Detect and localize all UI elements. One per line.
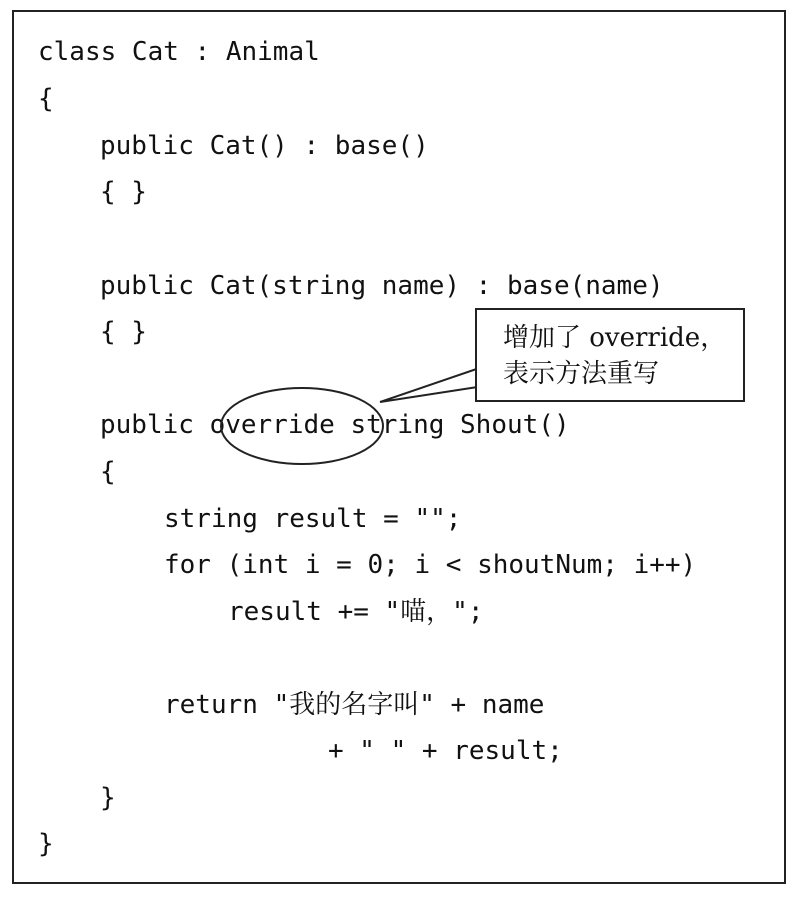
code-line-17: } [100, 783, 116, 813]
code-line-16: + " " + result; [328, 736, 563, 766]
code-line-3: public Cat() : base() [100, 131, 429, 161]
code-line-11: string result = ""; [164, 504, 462, 534]
callout-box [475, 308, 745, 402]
code-line-7: { } [100, 317, 147, 347]
code-line-2: { [38, 84, 54, 114]
code-line-15: return "我的名字叫" + name [164, 690, 545, 720]
code-line-6: public Cat(string name) : base(name) [100, 271, 664, 301]
code-line-10: { [100, 457, 116, 487]
callout-line-2: 表示方法重写 [503, 359, 660, 389]
code-line-18: } [38, 829, 54, 859]
callout-line-1: 增加了 override， [503, 323, 727, 353]
code-line-9: public override string Shout() [100, 410, 570, 440]
code-line-1: class Cat : Animal [38, 37, 320, 67]
code-line-13: result += "喵，"; [228, 597, 484, 627]
code-line-12: for (int i = 0; i < shoutNum; i++) [164, 550, 697, 580]
code-line-4: { } [100, 177, 147, 207]
